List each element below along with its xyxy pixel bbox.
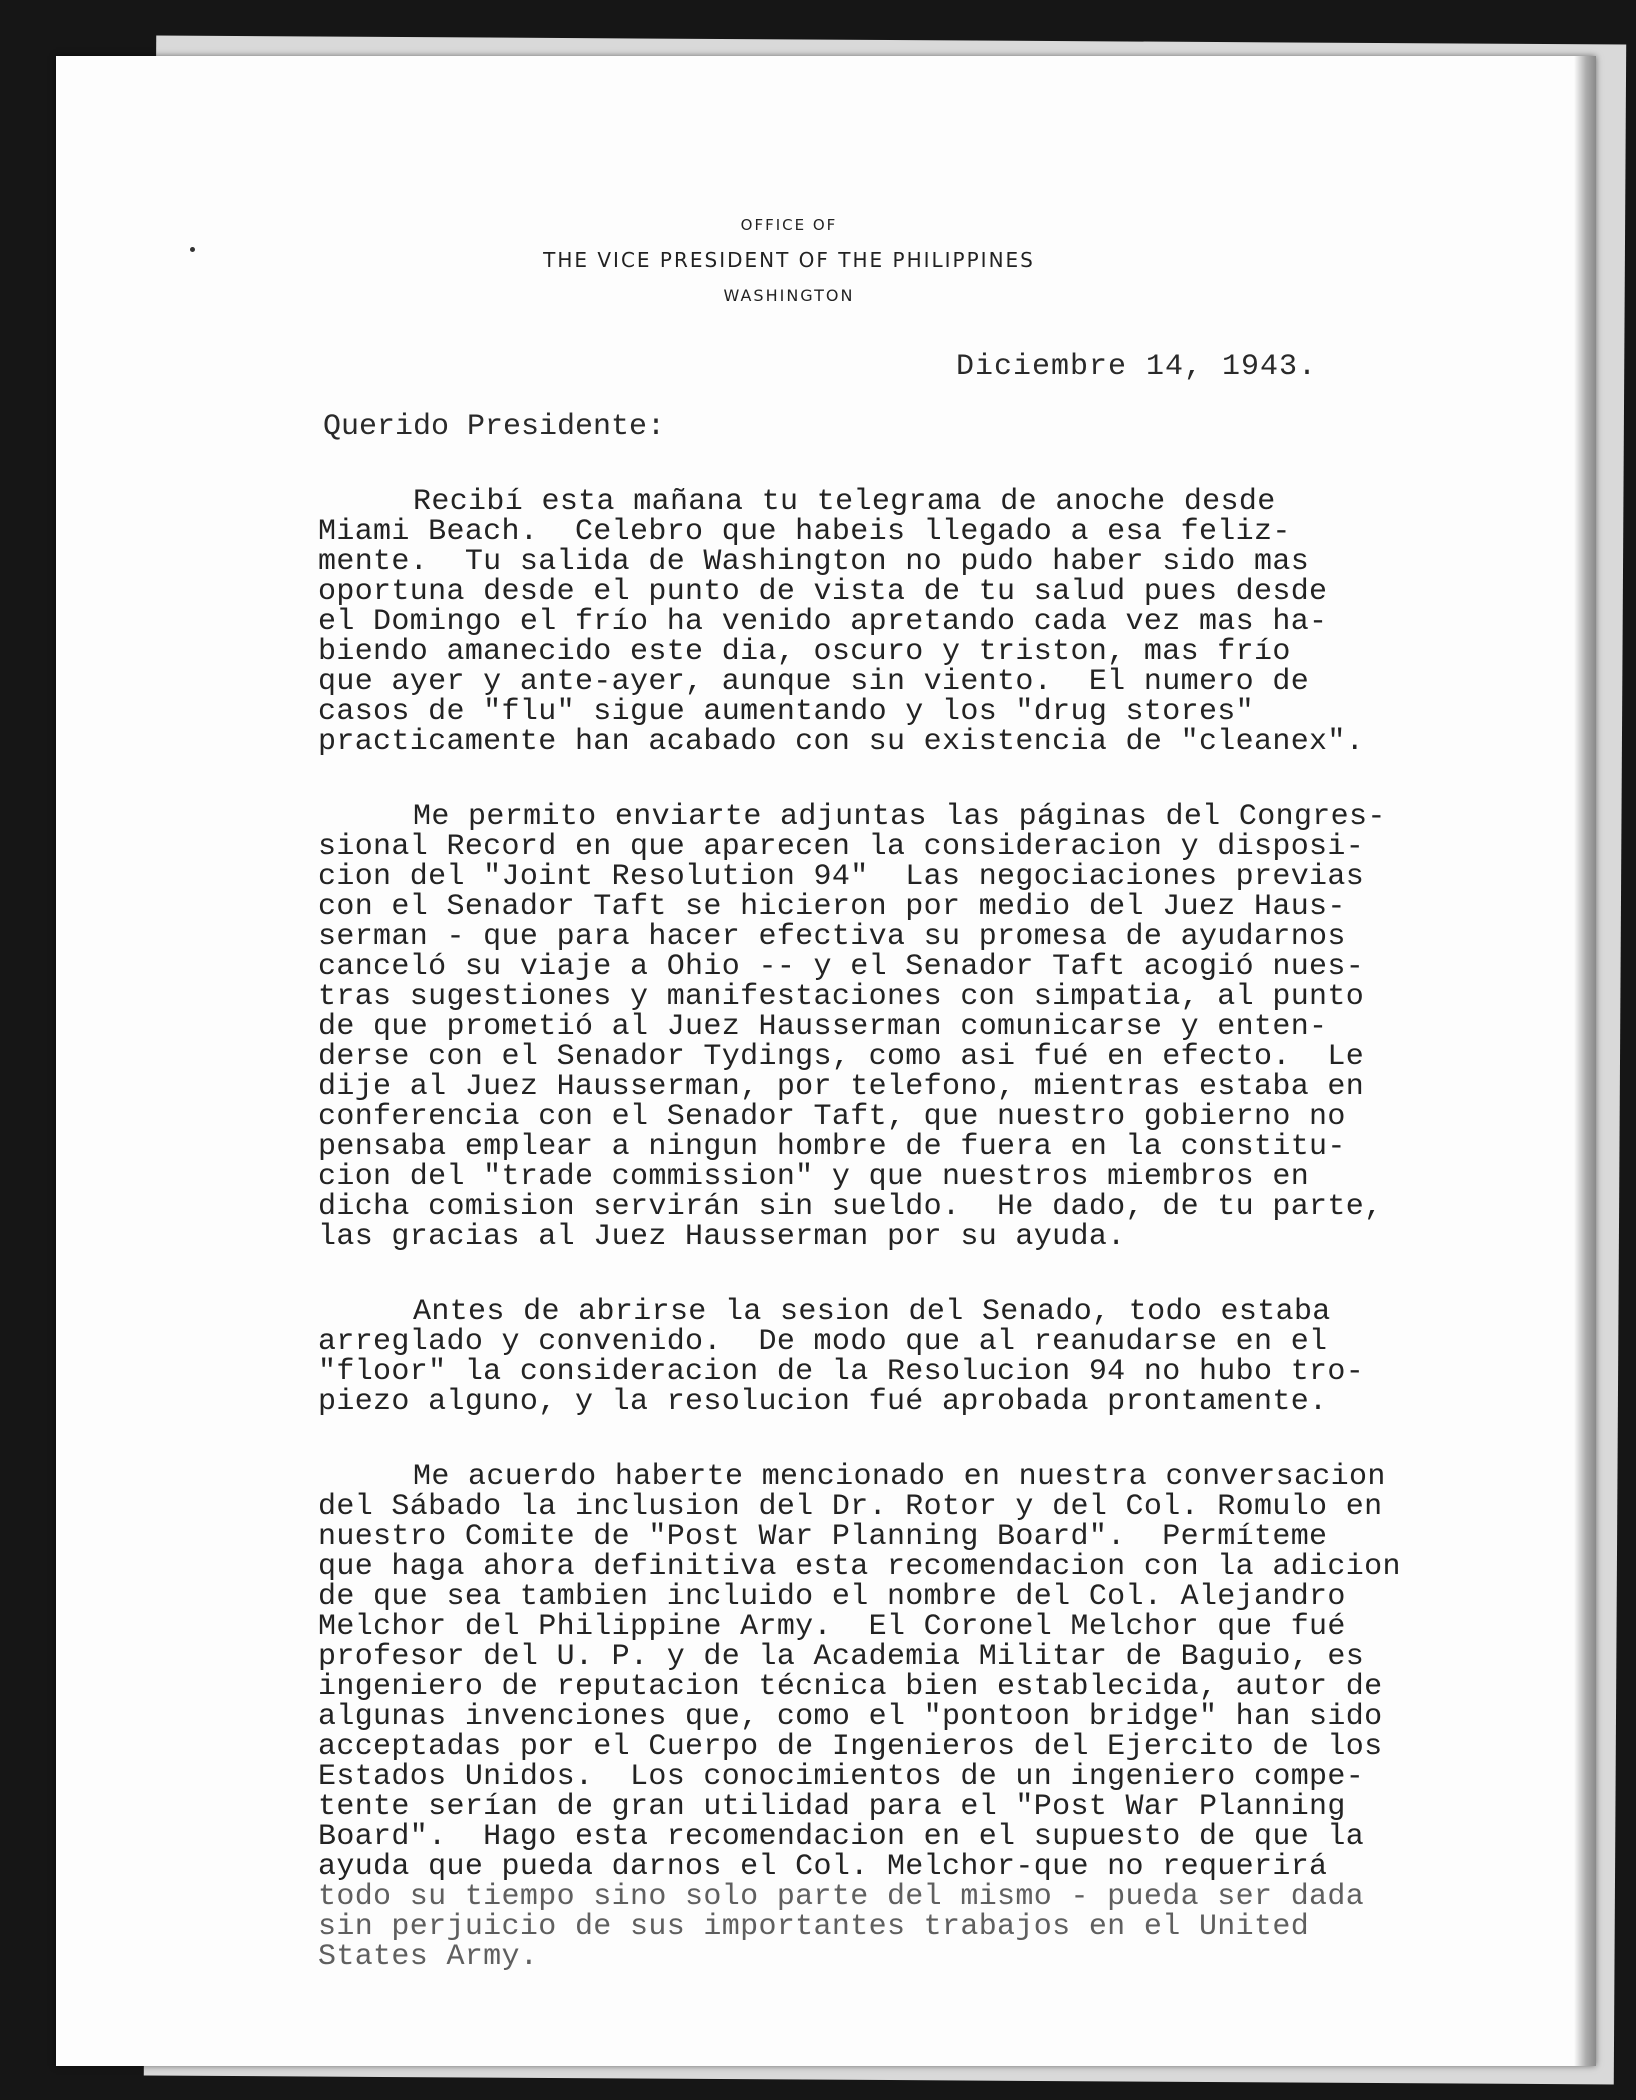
paragraph-line: Me permito enviarte adjuntas las páginas del Congres- (413, 800, 1386, 834)
paragraph-line: ingeniero de reputacion técnica bien establecida, autor de (318, 1670, 1383, 1704)
paragraph-line: piezo alguno, y la resolucion fué aprobada prontamente. (318, 1385, 1328, 1419)
paragraph-line: canceló su viaje a Ohio -- y el Senador Taft acogió nues- (318, 950, 1365, 984)
paragraph-line: States Army. (318, 1940, 539, 1974)
paragraph-line: sional Record en que aparecen la consideracion y disposi- (318, 830, 1365, 864)
paragraph-line: arreglado y convenido. De modo que al reanudarse en el (318, 1325, 1328, 1359)
paragraph-line: acceptadas por el Cuerpo de Ingenieros del Ejercito de los (318, 1730, 1383, 1764)
paragraph-line: cion del "trade commission" y que nuestros miembros en (318, 1160, 1310, 1194)
paragraph-line: dicha comision servirán sin sueldo. He dado, de tu parte, (318, 1190, 1383, 1224)
letterhead (56, 216, 1522, 305)
paragraph-line: el Domingo el frío ha venido apretando cada vez mas ha- (318, 605, 1328, 639)
paragraph-line: pensaba emplear a ningun hombre de fuera en la constitu- (318, 1130, 1346, 1164)
paragraph-line: conferencia con el Senador Taft, que nuestro gobierno no (318, 1100, 1346, 1134)
paragraph-line: Board". Hago esta recomendacion en el supuesto de que la (318, 1820, 1365, 1854)
paragraph-line: todo su tiempo sino solo parte del mismo - pueda ser dada (318, 1880, 1365, 1914)
letterhead-office: OFFICE OF (740, 216, 838, 234)
letter-paragraph (318, 1462, 1498, 1972)
paragraph-line: cion del "Joint Resolution 94" Las negociaciones previas (318, 860, 1365, 894)
letterhead-city: WASHINGTON (723, 286, 855, 305)
paragraph-line: Estados Unidos. Los conocimientos de un ingeniero compe- (318, 1760, 1365, 1794)
paragraph-line: del Sábado la inclusion del Dr. Rotor y del Col. Romulo en (318, 1490, 1383, 1524)
paragraph-line: serman - que para hacer efectiva su promesa de ayudarnos (318, 920, 1346, 954)
paragraph-line: casos de "flu" sigue aumentando y los "drug stores" (318, 695, 1254, 729)
paragraph-line: Miami Beach. Celebro que habeis llegado a esa feliz- (318, 515, 1291, 549)
salutation: Querido Presidente: (323, 410, 666, 444)
letter-paragraph (318, 487, 1498, 757)
page-edge-shadow (1574, 56, 1596, 2066)
punch-mark (190, 247, 195, 252)
paragraph-line: algunas invenciones que, como el "pontoon bridge" han sido (318, 1700, 1383, 1734)
paragraph-line: que ayer y ante-ayer, aunque sin viento. El numero de (318, 665, 1310, 699)
paragraph-line: las gracias al Juez Hausserman por su ayuda. (318, 1220, 1126, 1254)
paragraph-line: dije al Juez Hausserman, por telefono, mientras estaba en (318, 1070, 1365, 1104)
paragraph-line: que haga ahora definitiva esta recomendacion con la adicion (318, 1550, 1401, 1584)
paragraph-line: Melchor del Philippine Army. El Coronel Melchor que fué (318, 1610, 1346, 1644)
letter-date: Diciembre 14, 1943. (956, 350, 1318, 384)
paragraph-line: Antes de abrirse la sesion del Senado, todo estaba (413, 1295, 1331, 1329)
letter-paragraph (318, 1297, 1498, 1417)
paragraph-line: sin perjuicio de sus importantes trabajos en el United (318, 1910, 1310, 1944)
paragraph-line: Me acuerdo haberte mencionado en nuestra conversacion (413, 1460, 1386, 1494)
paragraph-line: de que prometió al Juez Hausserman comunicarse y enten- (318, 1010, 1328, 1044)
paragraph-line: profesor del U. P. y de la Academia Militar de Baguio, es (318, 1640, 1365, 1674)
paragraph-line: ayuda que pueda darnos el Col. Melchor-que no requerirá (318, 1850, 1328, 1884)
paragraph-line: oportuna desde el punto de vista de tu salud pues desde (318, 575, 1328, 609)
letter-paragraph (318, 802, 1498, 1252)
paragraph-line: de que sea tambien incluido el nombre del Col. Alejandro (318, 1580, 1346, 1614)
letterhead-title: THE VICE PRESIDENT OF THE PHILIPPINES (543, 248, 1035, 272)
paragraph-line: derse con el Senador Tydings, como asi fué en efecto. Le (318, 1040, 1365, 1074)
paragraph-line: "floor" la consideracion de la Resolucion 94 no hubo tro- (318, 1355, 1365, 1389)
paragraph-line: Recibí esta mañana tu telegrama de anoche desde (413, 485, 1276, 519)
paragraph-line: con el Senador Taft se hicieron por medio del Juez Haus- (318, 890, 1346, 924)
paragraph-line: nuestro Comite de "Post War Planning Board". Permíteme (318, 1520, 1328, 1554)
paragraph-line: tente serían de gran utilidad para el "Post War Planning (318, 1790, 1346, 1824)
paragraph-line: practicamente han acabado con su existencia de "cleanex". (318, 725, 1365, 759)
paragraph-line: mente. Tu salida de Washington no pudo haber sido mas (318, 545, 1310, 579)
letter-body (318, 442, 1498, 1972)
paragraph-line: biendo amanecido este dia, oscuro y triston, mas frío (318, 635, 1291, 669)
paragraph-line: tras sugestiones y manifestaciones con simpatia, al punto (318, 980, 1365, 1014)
